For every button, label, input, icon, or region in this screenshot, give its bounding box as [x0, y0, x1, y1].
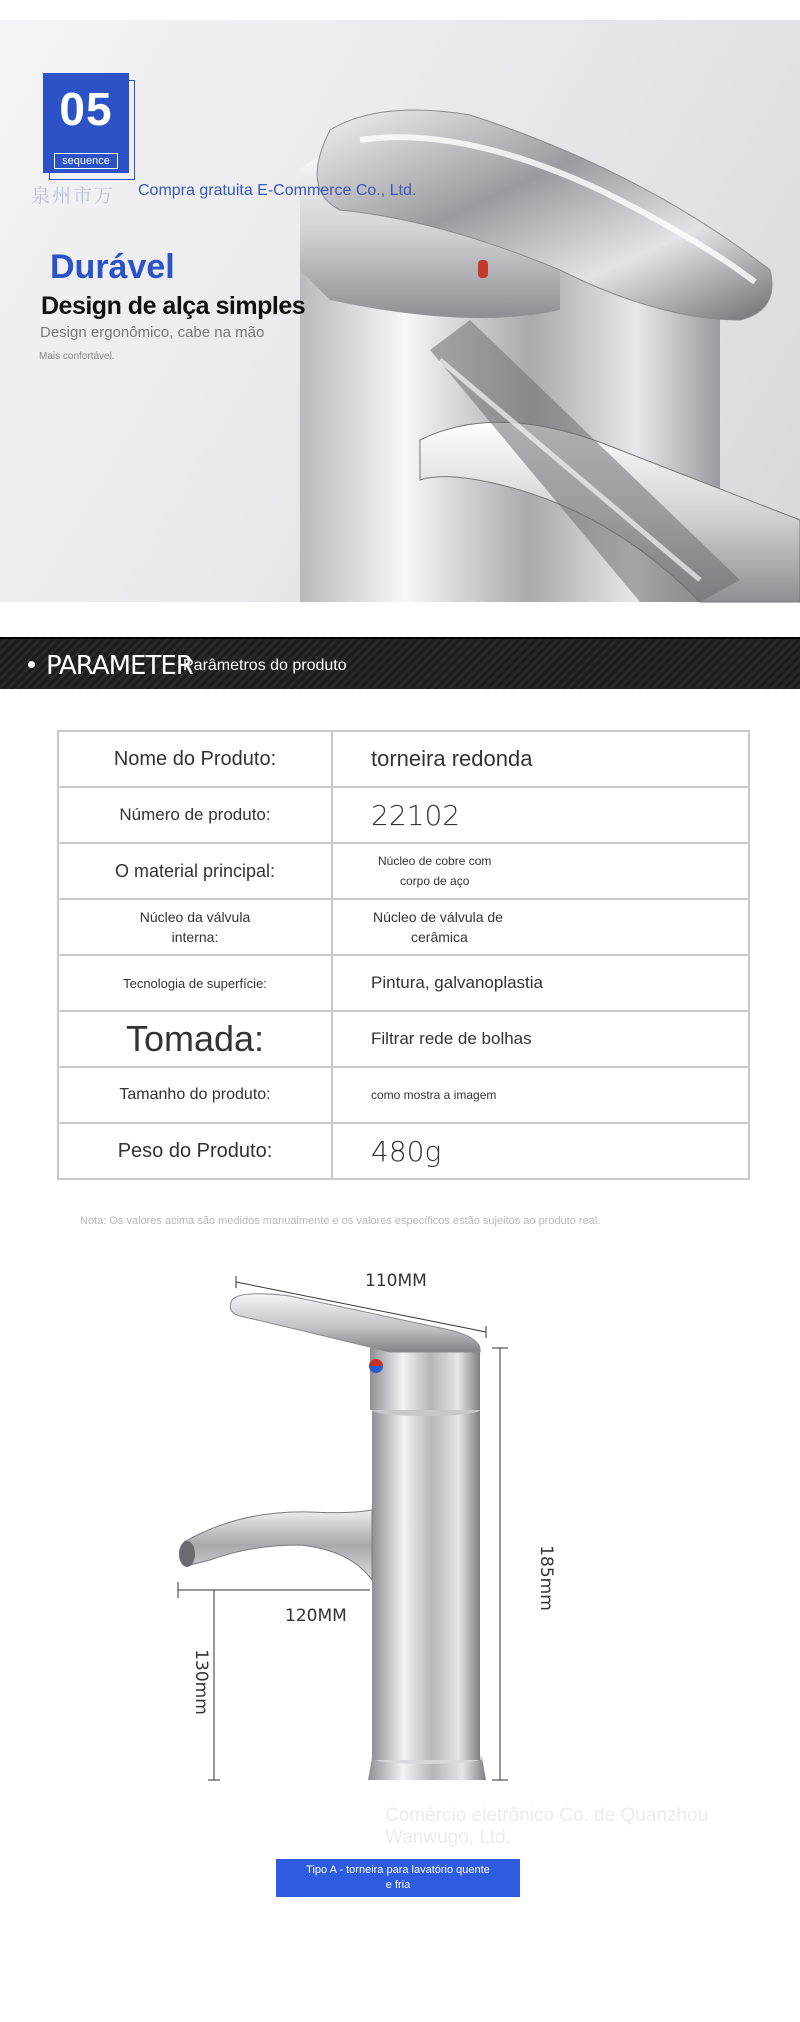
type-a-line2: e fria [385, 1879, 411, 1891]
spec-key-line: interna: [171, 929, 219, 945]
feature-small-note: Mais confortável. [39, 351, 115, 362]
dimension-top-label: 110MM [365, 1271, 427, 1291]
feature-title: Durável [50, 248, 175, 286]
spec-value-line: cerâmica [411, 929, 468, 945]
dimension-depth-label: 130mm [190, 1649, 211, 1715]
parameter-header-bar [0, 637, 800, 689]
parameter-label: Parâmetros do produto [183, 657, 347, 674]
type-a-line1: Tipo A - torneira para lavatório quente [306, 1864, 490, 1876]
dimension-spout-label: 120MM [285, 1606, 347, 1626]
spec-key-cell [58, 899, 332, 955]
table-row [58, 955, 749, 1011]
spec-key: Peso do Produto: [58, 1123, 332, 1179]
spec-key: Tecnologia de superfície: [58, 955, 332, 1011]
spec-value: torneira redonda [332, 731, 749, 787]
spec-value-line: Núcleo de válvula de [373, 909, 503, 925]
table-row [58, 787, 749, 843]
watermark-text: Comércio eletrônico Co. de Quanzhou Wanwugo, Ltd. [385, 1805, 709, 1848]
hero-banner [0, 20, 800, 602]
spec-key: Tomada: [58, 1011, 332, 1067]
spec-value: 480g [332, 1123, 749, 1179]
table-row [58, 1123, 749, 1179]
dimension-height-label: 185mm [535, 1545, 556, 1611]
bullet-icon [28, 661, 35, 668]
spec-value-cell [332, 843, 749, 899]
measurement-note: Nota: Os valores acima são medidos manualmente e os valores específicos estão sujeitos ao produto real. [80, 1215, 601, 1227]
spec-value: como mostra a imagem [332, 1067, 749, 1123]
spec-key: Número de produto: [58, 787, 332, 843]
spec-value-line: Núcleo de cobre com [378, 854, 492, 868]
spec-value-line: corpo de aço [400, 874, 470, 888]
spec-value: 22102 [332, 787, 749, 843]
table-row [58, 731, 749, 787]
ghost-company-text: 泉州市万 [31, 186, 116, 207]
feature-description: Design ergonômico, cabe na mão [40, 324, 265, 341]
table-row [58, 1011, 749, 1067]
parameter-word: PARAMETER [46, 651, 193, 681]
spec-key: Nome do Produto: [58, 731, 332, 787]
table-row [58, 1067, 749, 1123]
sequence-label: sequence [54, 153, 118, 169]
spec-key: Tamanho do produto: [58, 1067, 332, 1123]
spec-table [57, 730, 750, 1180]
spec-value: Filtrar rede de bolhas [332, 1011, 749, 1067]
spec-key: O material principal: [58, 843, 332, 899]
sequence-number: 05 [59, 83, 113, 135]
company-name: Compra gratuita E-Commerce Co., Ltd. [138, 182, 417, 199]
type-a-button[interactable] [276, 1859, 520, 1897]
spec-value-cell [332, 899, 749, 955]
spec-value: Pintura, galvanoplastia [332, 955, 749, 1011]
faucet-dimension-diagram [150, 1260, 570, 1820]
table-row [58, 899, 749, 955]
feature-subtitle: Design de alça simples [41, 292, 306, 320]
table-row [58, 843, 749, 899]
spec-key-line: Núcleo da válvula [139, 909, 251, 925]
